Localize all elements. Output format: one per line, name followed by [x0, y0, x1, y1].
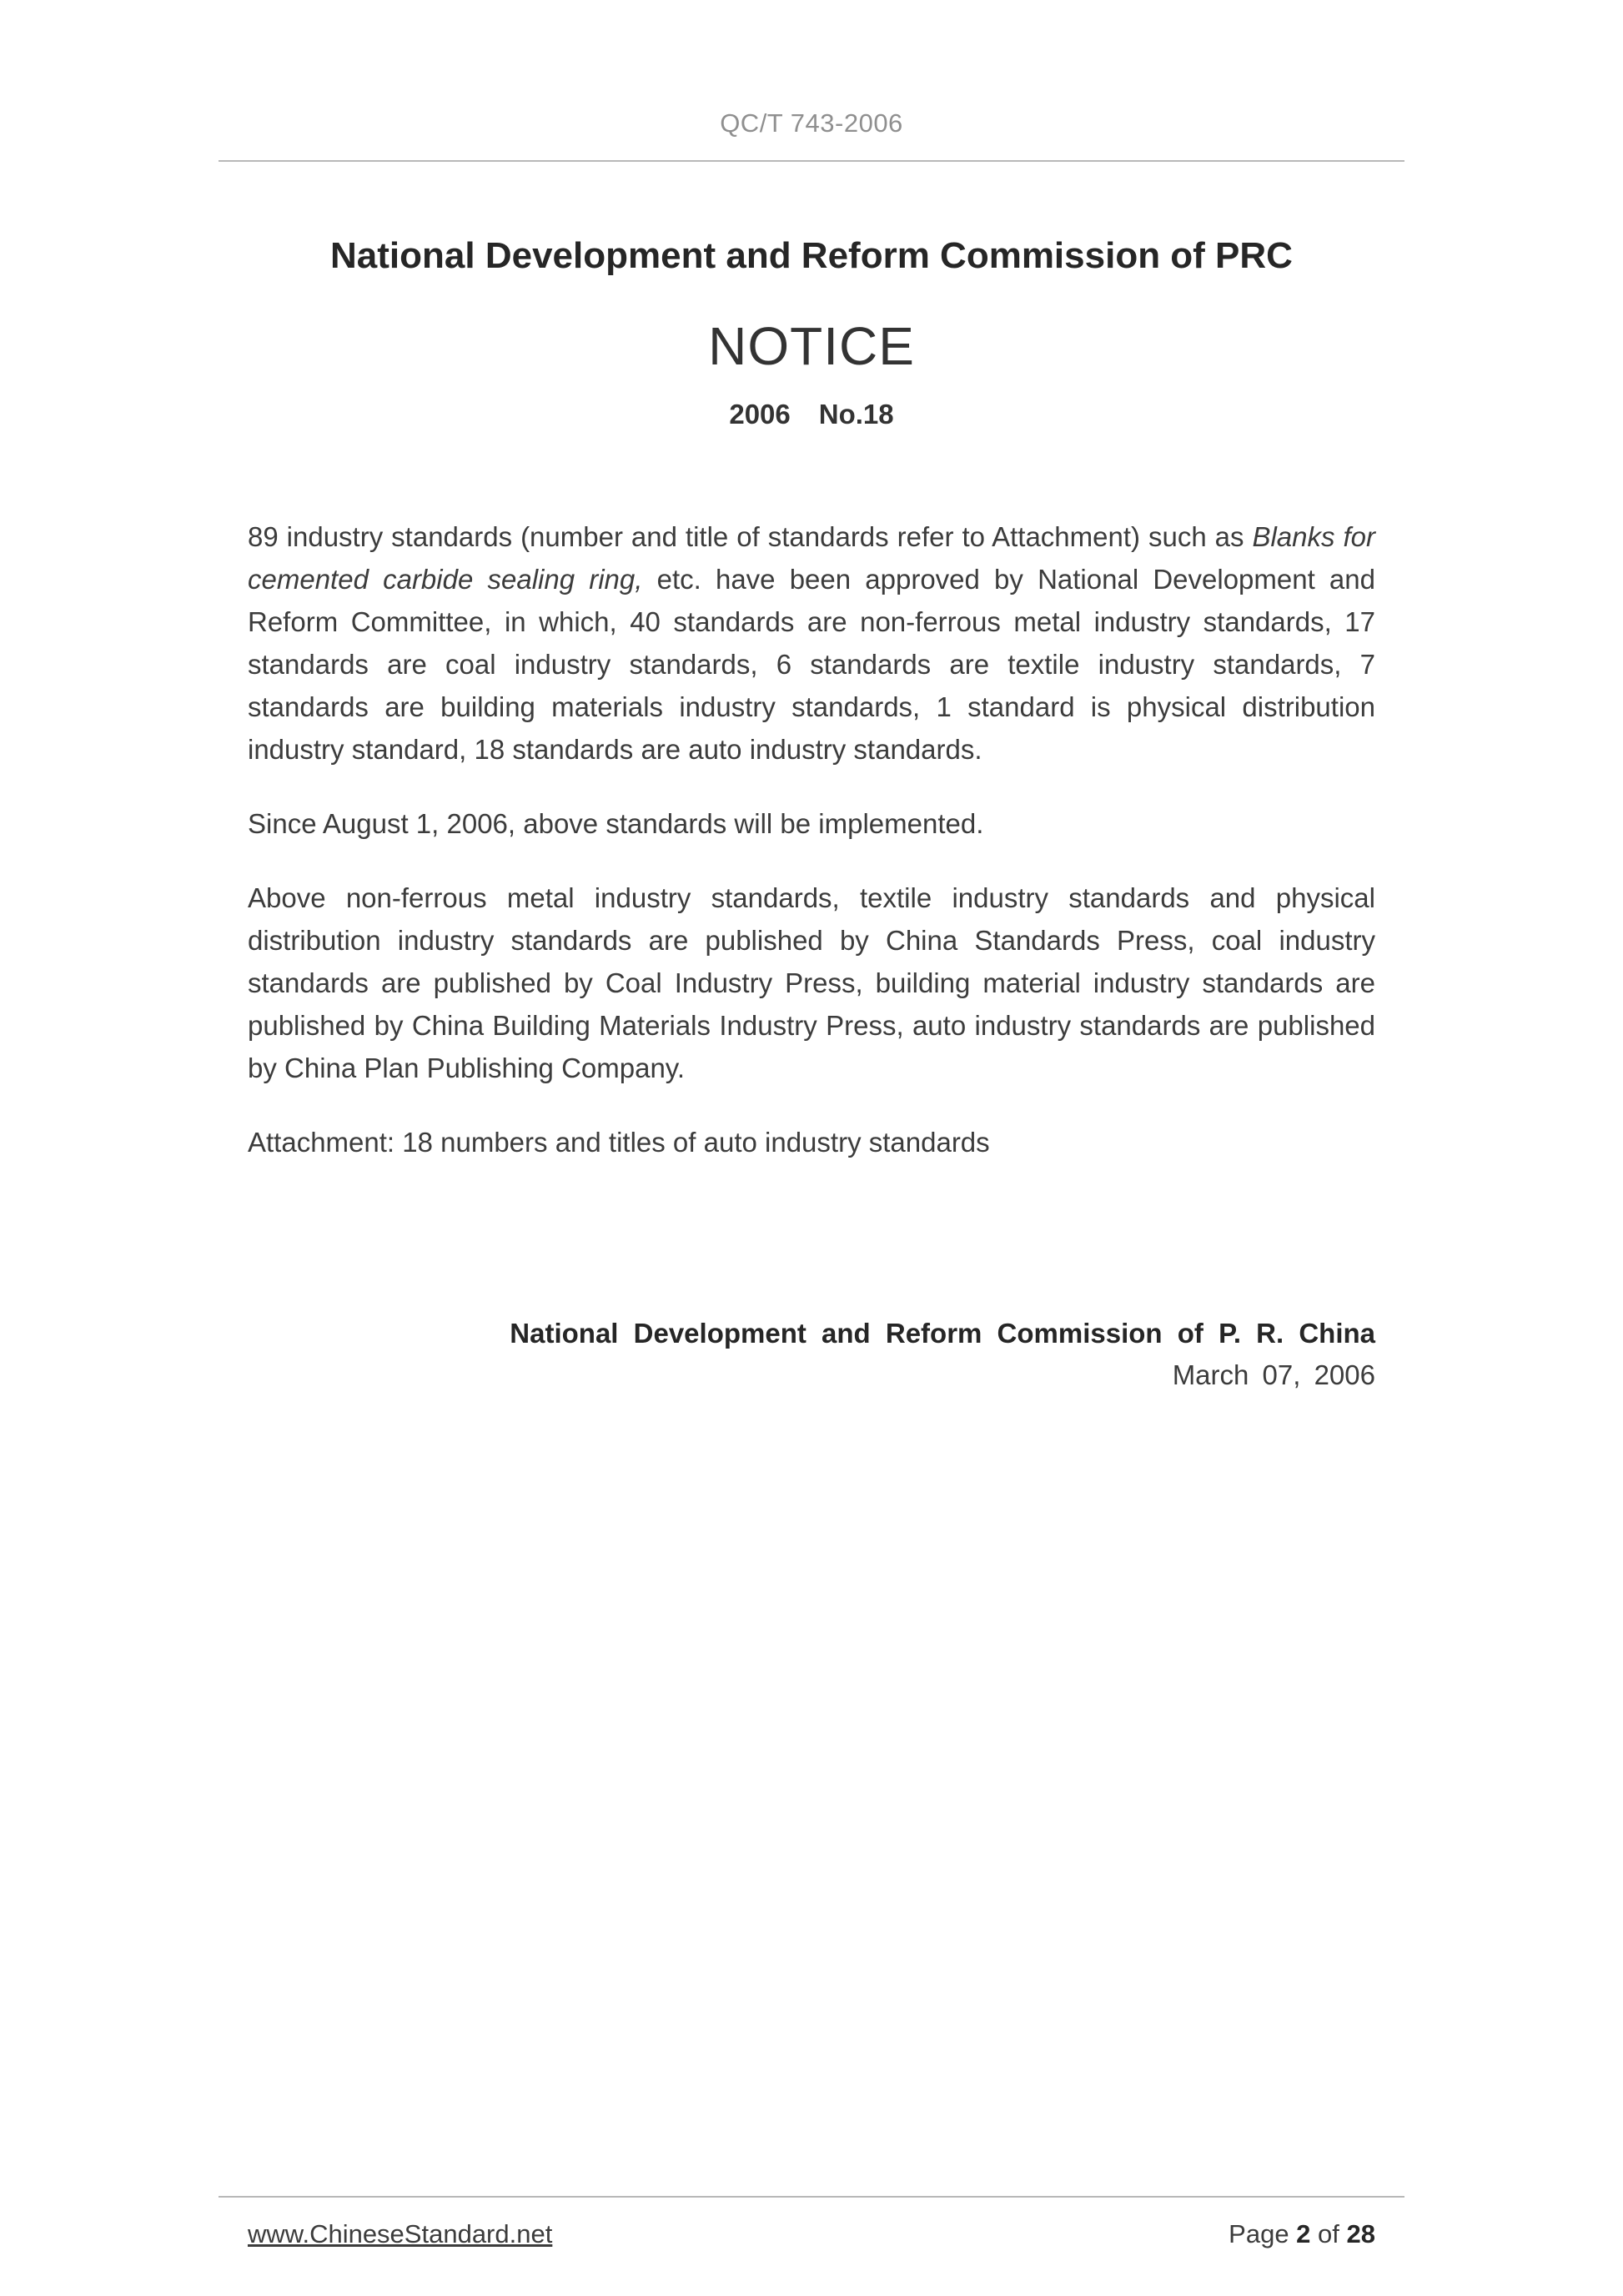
notice-heading: NOTICE: [708, 316, 915, 376]
paragraph-1-part2: etc. have been approved by National Development and Reform Committee, in which, 40 standards are non-ferrous metal industry standards, 17 standards are coal industry standards, 6 standards are textile industry standards, 7 standards are building materials industry standards, 1 standard is physical distribution industry standard, 18 standards are auto industry standards.: [248, 564, 1375, 765]
paragraph-1: [248, 515, 1375, 771]
document-content: [248, 235, 1375, 1391]
notice-no: No.18: [818, 399, 894, 430]
page-footer: [0, 2196, 1623, 2296]
paragraph-3: Above non-ferrous metal industry standards, textile industry standards and physical distribution industry standards are published by China Standards Press, coal industry standards are published by Coal Industry Press, building material industry standards are published by China Building Materials Industry Press, auto industry standards are published by China Plan Publishing Company.: [248, 882, 1375, 1083]
commission-title: National Development and Reform Commission of PRC: [330, 235, 1293, 276]
attachment-line: Attachment: 18 numbers and titles of auto industry standards: [248, 1127, 990, 1158]
page-number: [1229, 2219, 1375, 2249]
paragraph-1-part1: 89 industry standards (number and title of standards refer to Attachment) such as: [248, 521, 1253, 552]
footer-divider: [219, 2196, 1404, 2198]
footer-row: [248, 2219, 1375, 2249]
signature-date: March 07, 2006: [1172, 1359, 1375, 1390]
doc-number: QC/T 743-2006: [720, 108, 903, 138]
notice-year: 2006: [729, 399, 791, 430]
page-number-total: 28: [1346, 2219, 1375, 2248]
header-divider: [219, 160, 1404, 162]
notice-number: [248, 399, 1375, 430]
paragraph-2: Since August 1, 2006, above standards will be implemented.: [248, 808, 984, 839]
page-number-of: of: [1310, 2219, 1347, 2248]
paragraph-1-italic: Blanks for cemented carbide sealing ring,: [248, 521, 1375, 595]
footer-website-link[interactable]: www.ChineseStandard.net: [248, 2219, 553, 2248]
page-number-prefix: Page: [1229, 2219, 1297, 2248]
signature-name: National Development and Reform Commission of P. R. China: [510, 1318, 1375, 1349]
page-number-current: 2: [1296, 2219, 1311, 2248]
signature-block: [248, 1318, 1375, 1391]
